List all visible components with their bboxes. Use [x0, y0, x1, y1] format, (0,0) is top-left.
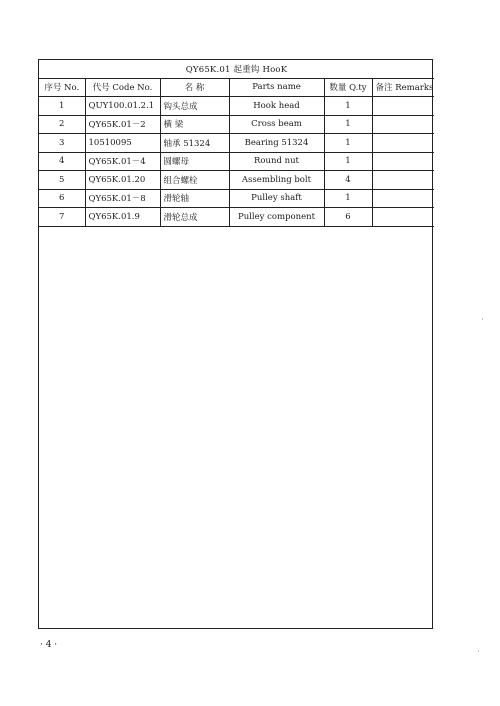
table-title: QY65K.01 起重钩 HooK — [39, 60, 434, 78]
cell-no: 3 — [39, 134, 85, 153]
table-row — [39, 97, 434, 116]
cell-name-cn: 钩头总成 — [160, 97, 229, 116]
parts-table — [39, 60, 434, 227]
cell-no: 4 — [39, 152, 85, 171]
scan-speck — [478, 650, 479, 652]
cell-no: 1 — [39, 97, 85, 116]
cell-quantity: 1 — [324, 134, 372, 153]
cell-code-no: 10510095 — [85, 134, 160, 153]
cell-code-no: QY65K.01－4 — [85, 152, 160, 171]
cell-remarks — [372, 115, 434, 134]
cell-no: 7 — [39, 208, 85, 227]
table-row — [39, 152, 434, 171]
page-frame — [38, 59, 433, 629]
cell-name-cn: 横 梁 — [160, 115, 229, 134]
cell-code-no: QY65K.01－2 — [85, 115, 160, 134]
title-row — [39, 60, 434, 78]
cell-quantity: 1 — [324, 97, 372, 116]
header-name-cn: 名 称 — [160, 78, 229, 97]
table-row — [39, 208, 434, 227]
cell-remarks — [372, 152, 434, 171]
table-row — [39, 115, 434, 134]
cell-parts-name: Pulley component — [229, 208, 324, 227]
cell-name-cn: 圆螺母 — [160, 152, 229, 171]
cell-name-cn: 轴承 51324 — [160, 134, 229, 153]
cell-code-no: QUY100.01.2.1 — [85, 97, 160, 116]
cell-parts-name: Bearing 51324 — [229, 134, 324, 153]
cell-parts-name: Round nut — [229, 152, 324, 171]
cell-parts-name: Hook head — [229, 97, 324, 116]
header-row — [39, 78, 434, 97]
cell-name-cn: 滑轮总成 — [160, 208, 229, 227]
cell-parts-name: Cross beam — [229, 115, 324, 134]
header-code-no: 代号 Code No. — [85, 78, 160, 97]
cell-no: 5 — [39, 171, 85, 190]
cell-quantity: 4 — [324, 171, 372, 190]
cell-quantity: 1 — [324, 115, 372, 134]
cell-parts-name: Assembling bolt — [229, 171, 324, 190]
cell-name-cn: 组合螺栓 — [160, 171, 229, 190]
header-no: 序号 No. — [39, 78, 85, 97]
table-row — [39, 171, 434, 190]
cell-name-cn: 滑轮轴 — [160, 189, 229, 208]
cell-remarks — [372, 208, 434, 227]
cell-code-no: QY65K.01－8 — [85, 189, 160, 208]
cell-no: 6 — [39, 189, 85, 208]
cell-remarks — [372, 189, 434, 208]
table-row — [39, 189, 434, 208]
cell-quantity: 6 — [324, 208, 372, 227]
cell-no: 2 — [39, 115, 85, 134]
cell-code-no: QY65K.01.9 — [85, 208, 160, 227]
cell-quantity: 1 — [324, 189, 372, 208]
scan-speck — [482, 318, 483, 320]
page-number: · 4 · — [40, 640, 58, 650]
cell-quantity: 1 — [324, 152, 372, 171]
cell-code-no: QY65K.01.20 — [85, 171, 160, 190]
cell-remarks — [372, 97, 434, 116]
table-row — [39, 134, 434, 153]
header-remarks: 备注 Remarks — [372, 78, 434, 97]
cell-remarks — [372, 134, 434, 153]
cell-remarks — [372, 171, 434, 190]
header-quantity: 数量 Q.ty — [324, 78, 372, 97]
header-parts-name: Parts name — [229, 78, 324, 97]
cell-parts-name: Pulley shaft — [229, 189, 324, 208]
